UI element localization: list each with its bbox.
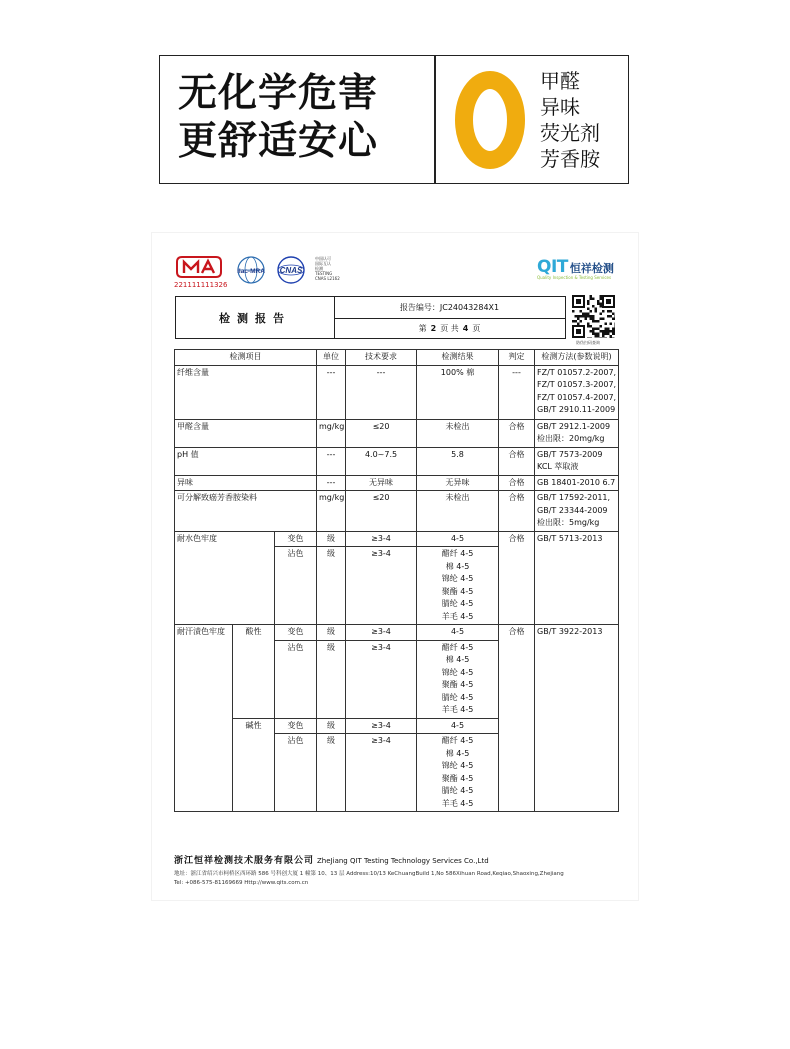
col-result: 检测结果 <box>417 350 499 366</box>
table-row <box>175 447 619 475</box>
req-cell: ≥3-4 <box>346 547 417 625</box>
cnas-accreditation-text <box>315 256 340 281</box>
verdict-cell: 合格 <box>499 531 535 625</box>
result-line: 醋纤 4-5 <box>441 549 474 558</box>
item-cell: 耐水色牢度 <box>175 531 275 625</box>
table-row <box>175 491 619 532</box>
verdict-cell: --- <box>499 365 535 419</box>
results-table <box>174 349 619 812</box>
req-cell: ≥3-4 <box>346 718 417 734</box>
method-line: KCL 萃取液 <box>537 462 579 471</box>
banner-divider <box>434 56 436 183</box>
result-line: 棉 4-5 <box>445 748 470 758</box>
req-cell: ≥3-4 <box>346 734 417 812</box>
result-line: 醋纤 4-5 <box>441 736 474 745</box>
method-line: FZ/T 01057.3-2007, <box>537 380 617 389</box>
company-name-cn: 浙江恒祥检测技术服务有限公司 <box>174 856 315 866</box>
verdict-cell: 合格 <box>499 447 535 475</box>
qit-wordmark: QIT <box>537 257 568 277</box>
company-address <box>174 870 624 888</box>
result-cell: 4-5 <box>417 531 499 547</box>
sub-item-cell: 沾色 <box>275 547 317 625</box>
result-line: 聚酯 4-5 <box>441 680 474 689</box>
col-item: 检测项目 <box>175 350 317 366</box>
ilac-mra-logo <box>233 255 269 285</box>
verdict-cell: 合格 <box>499 419 535 447</box>
page-total: 4 <box>462 323 469 333</box>
method-cell <box>535 447 619 475</box>
result-line: 腈纶 4-5 <box>441 599 474 608</box>
unit-cell: mg/kg <box>317 491 346 532</box>
req-cell: ≤20 <box>346 491 417 532</box>
cnas-line: 检测 <box>315 266 323 271</box>
table-row <box>175 625 619 641</box>
promo-banner <box>159 55 629 184</box>
req-cell: 无异味 <box>346 475 417 491</box>
result-cell: 未检出 <box>417 419 499 447</box>
zero-mark <box>454 68 526 172</box>
method-cell <box>535 625 619 812</box>
condition-cell: 碱性 <box>233 718 275 812</box>
qit-cn-name: 恒祥检测 <box>569 262 614 275</box>
unit-cell: --- <box>317 475 346 491</box>
verdict-cell: 合格 <box>499 475 535 491</box>
result-line: 羊毛 4-5 <box>441 798 474 808</box>
col-unit: 单位 <box>317 350 346 366</box>
req-cell: ≤20 <box>346 419 417 447</box>
cnas-line: 国际互认 <box>315 261 331 266</box>
zero-item: 异味 <box>540 95 580 119</box>
method-cell <box>535 491 619 532</box>
result-line: 聚酯 4-5 <box>441 586 474 596</box>
unit-cell: 级 <box>317 718 346 734</box>
qit-tagline: Quality Inspection & Testing Services <box>537 275 612 280</box>
unit-cell: --- <box>317 365 346 419</box>
result-line: 棉 4-5 <box>445 655 470 664</box>
result-cell: 未检出 <box>417 491 499 532</box>
zero-item: 荧光剂 <box>540 121 600 145</box>
page-indicator <box>334 318 565 338</box>
sub-item-cell: 沾色 <box>275 640 317 718</box>
req-cell: 4.0~7.5 <box>346 447 417 475</box>
result-line: 锦纶 4-5 <box>441 667 474 677</box>
method-line: 检出限：5mg/kg <box>537 518 600 527</box>
page-current: 2 <box>430 323 437 333</box>
zero-items <box>540 68 600 172</box>
item-cell: 纤维含量 <box>175 365 317 419</box>
result-line: 羊毛 4-5 <box>441 705 474 714</box>
result-cell: 无异味 <box>417 475 499 491</box>
method-line: 检出限：20mg/kg <box>537 434 605 443</box>
req-cell: ≥3-4 <box>346 531 417 547</box>
unit-cell: 级 <box>317 547 346 625</box>
col-verdict: 判定 <box>499 350 535 366</box>
cma-number: 221111111326 <box>174 281 228 289</box>
report-number-value: JC24043284X1 <box>439 303 500 312</box>
result-line: 棉 4-5 <box>445 561 470 571</box>
unit-cell: --- <box>317 447 346 475</box>
method-line: GB/T 17592-2011, <box>537 493 611 502</box>
table-row <box>175 531 619 547</box>
item-cell: 甲醛含量 <box>175 419 317 447</box>
result-cell <box>417 547 499 625</box>
result-line: 腈纶 4-5 <box>441 692 474 702</box>
method-line: GB 18401-2010 6.7 <box>537 477 616 487</box>
qr-caption: 防伪扫码查询 <box>576 340 600 345</box>
verdict-cell: 合格 <box>499 625 535 812</box>
contact-line: Tel: +086-575-81169669 Http://www.qits.com.cn <box>174 880 309 886</box>
sub-item-cell: 变色 <box>275 531 317 547</box>
result-cell <box>417 640 499 718</box>
method-line: FZ/T 01057.2-2007, <box>537 367 617 377</box>
method-line: GB/T 2912.1-2009 <box>537 421 611 431</box>
report-number-label: 报告编号： <box>399 303 440 312</box>
sub-item-cell: 变色 <box>275 718 317 734</box>
unit-cell: 级 <box>317 531 346 547</box>
qit-logo <box>537 257 614 280</box>
method-line: GB/T 5713-2013 <box>537 533 603 543</box>
unit-cell: 级 <box>317 640 346 718</box>
result-cell <box>417 734 499 812</box>
method-cell <box>535 531 619 625</box>
item-cell: 异味 <box>175 475 317 491</box>
col-method: 检测方法(参数说明) <box>535 350 619 366</box>
result-line: 聚酯 4-5 <box>441 773 474 783</box>
report-header <box>175 296 566 339</box>
req-cell: ≥3-4 <box>346 625 417 641</box>
svg-text:ilac-MRA: ilac-MRA <box>237 268 265 275</box>
page-prefix: 第 <box>418 323 427 333</box>
address-line: 地址：浙江省绍兴市柯桥区西环路 586 号科创大厦 1 幢第 10、13 层 Address:10/13 KeChuangBuild 1,No 586Xihuan Road,Keqiao,Shaoxing,Zhejiang <box>174 871 564 877</box>
method-line: GB/T 23344-2009 <box>537 505 608 515</box>
slogan-line-2: 更舒适安心 <box>178 119 379 164</box>
page-mid: 页 共 <box>440 323 459 333</box>
item-cell: 可分解致癌芳香胺染料 <box>175 491 317 532</box>
result-line: 锦纶 4-5 <box>441 761 474 770</box>
method-line: GB/T 2910.11-2009 <box>537 405 616 414</box>
cnas-logo <box>272 255 310 285</box>
method-line: FZ/T 01057.4-2007, <box>537 392 617 402</box>
req-cell: --- <box>346 365 417 419</box>
result-cell: 5.8 <box>417 447 499 475</box>
result-cell: 4-5 <box>417 718 499 734</box>
cnas-line: CNAS L2162 <box>315 276 340 281</box>
slogan <box>178 70 423 166</box>
result-line: 锦纶 4-5 <box>441 574 474 583</box>
result-line: 羊毛 4-5 <box>441 611 474 621</box>
cma-logo <box>174 254 228 289</box>
item-cell: 耐汗渍色牢度 <box>175 625 233 812</box>
company-name-en: ZheJiang QIT Testing Technology Services Co.,Ltd <box>317 857 489 865</box>
zero-item: 甲醛 <box>540 69 580 93</box>
company-name <box>174 853 624 866</box>
method-cell <box>535 475 619 491</box>
result-line: 醋纤 4-5 <box>441 642 474 652</box>
table-header-row <box>175 350 619 366</box>
unit-cell: 级 <box>317 734 346 812</box>
zero-item: 芳香胺 <box>540 147 600 171</box>
method-line: GB/T 3922-2013 <box>537 627 603 636</box>
page-suffix: 页 <box>472 323 481 333</box>
result-line: 腈纶 4-5 <box>441 786 474 795</box>
report-footer <box>174 853 624 888</box>
cnas-line: TESTING <box>315 271 333 276</box>
slogan-line-1: 无化学危害 <box>178 71 379 116</box>
table-row <box>175 365 619 419</box>
condition-cell: 酸性 <box>233 625 275 719</box>
sub-item-cell: 变色 <box>275 625 317 641</box>
sub-item-cell: 沾色 <box>275 734 317 812</box>
unit-cell: mg/kg <box>317 419 346 447</box>
verdict-cell: 合格 <box>499 491 535 532</box>
report-number <box>334 297 565 319</box>
req-cell: ≥3-4 <box>346 640 417 718</box>
method-cell <box>535 419 619 447</box>
method-line: GB/T 7573-2009 <box>537 449 603 459</box>
table-row <box>175 419 619 447</box>
svg-text:CNAS: CNAS <box>279 266 303 275</box>
table-row <box>175 475 619 491</box>
report-title: 检测报告 <box>176 297 335 338</box>
cnas-line: 中国认可 <box>315 256 331 261</box>
qr-code-icon[interactable] <box>572 295 615 338</box>
result-cell: 4-5 <box>417 625 499 641</box>
result-cell: 100% 棉 <box>417 365 499 419</box>
col-requirement: 技术要求 <box>346 350 417 366</box>
method-cell <box>535 365 619 419</box>
cma-seal-icon <box>174 254 224 280</box>
unit-cell: 级 <box>317 625 346 641</box>
item-cell: pH 值 <box>175 447 317 475</box>
